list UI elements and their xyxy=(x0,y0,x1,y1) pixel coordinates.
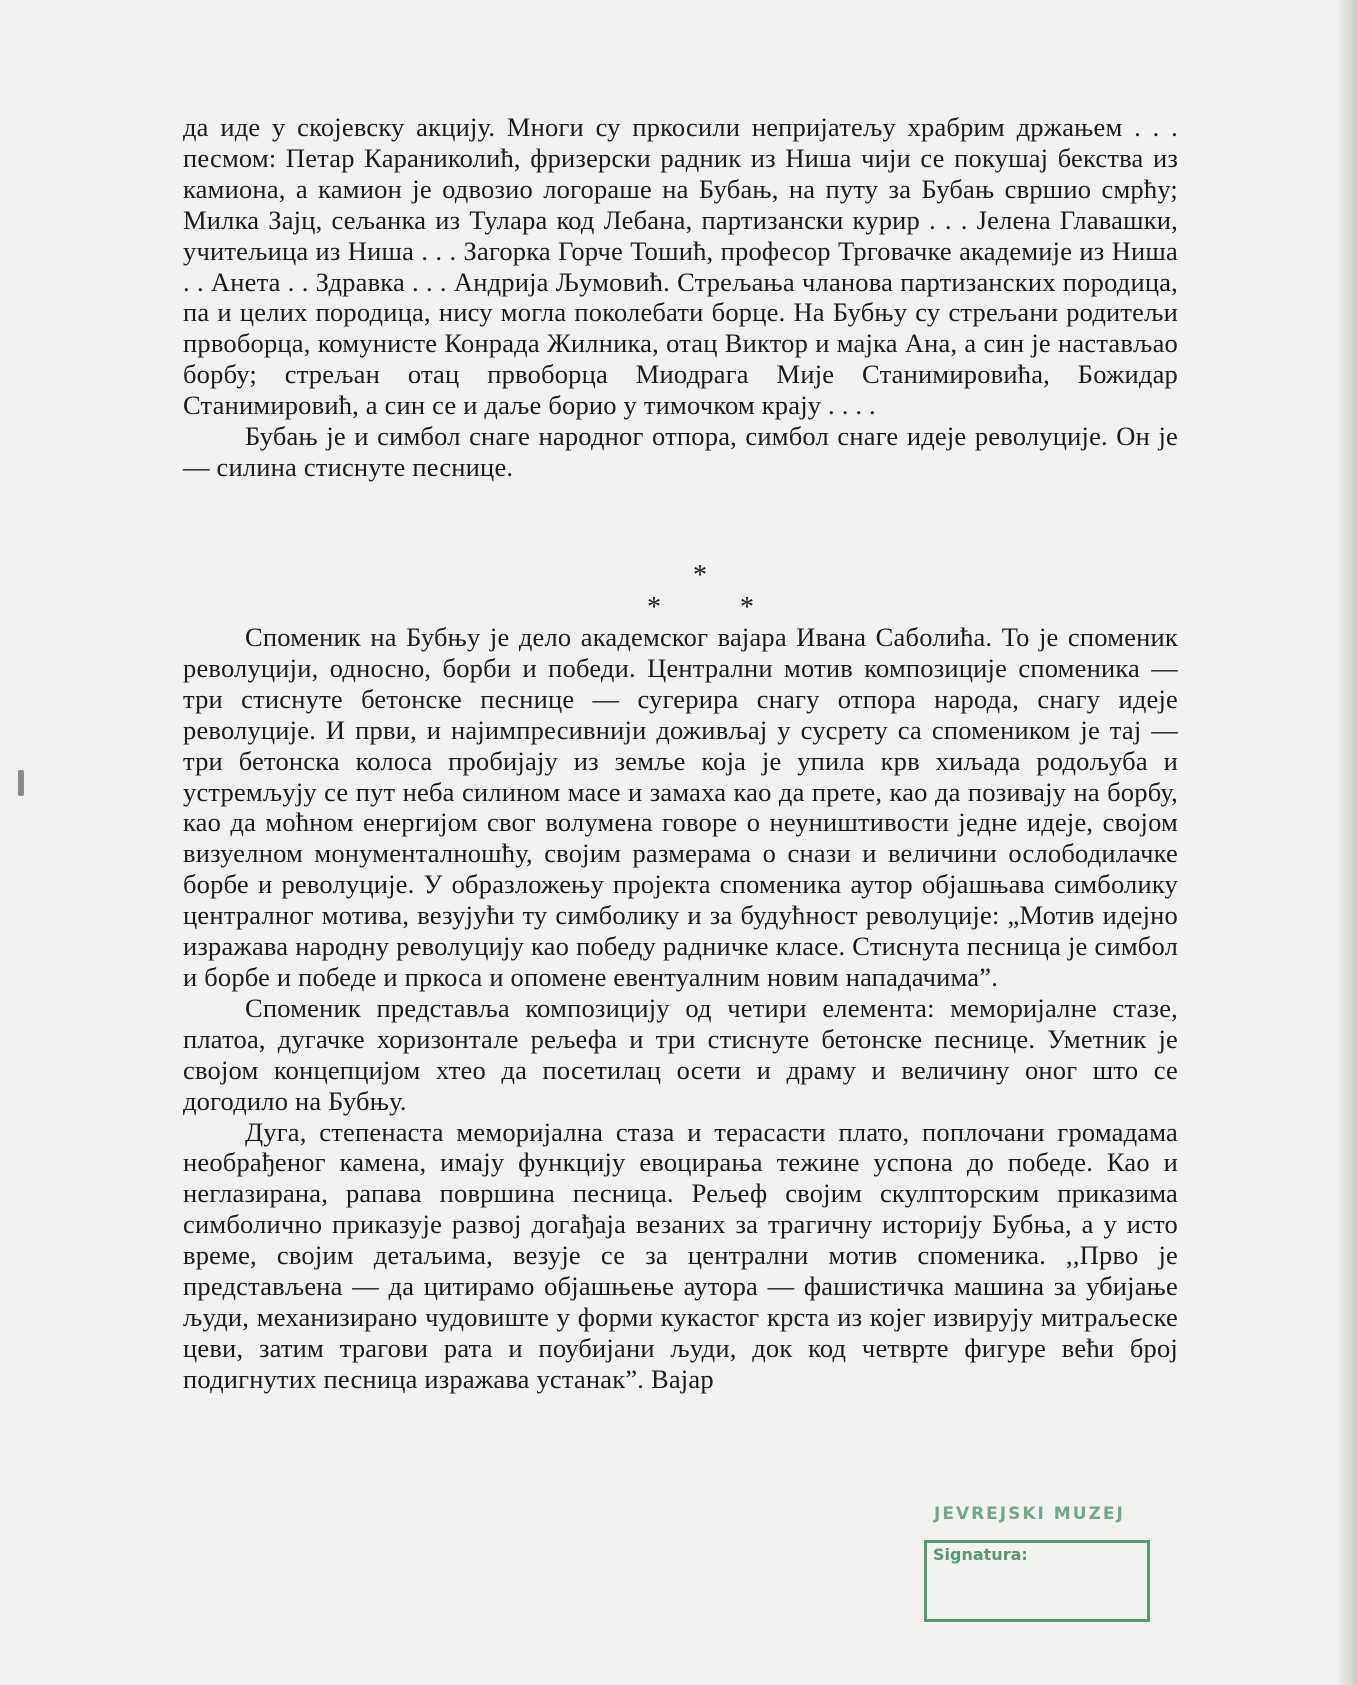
separator-star: * xyxy=(647,592,661,623)
stamp-title: JEVREJSKI MUZEJ xyxy=(934,1504,1125,1524)
stamp-signature-box xyxy=(924,1540,1150,1622)
section-separator xyxy=(630,560,754,623)
paragraph: Бубањ је и симбол снаге народног отпора, симбол снаге идеје револуције. Он је — силина стиснуте песнице. xyxy=(183,421,1178,482)
text-block-bottom xyxy=(183,622,1178,1395)
separator-star: * xyxy=(693,560,707,591)
paragraph: Споменик представља композицију од четири елемента: меморијалне стазе, платоа, дугачке хоризонтале рељефа и три стиснуте бетонске песнице. Уметник је својом концепцијом хтео да посетилац осети и драму и величину оног што се догодило на Бубњу. xyxy=(183,992,1178,1116)
paragraph: Дуга, степенаста меморијална стаза и терасасти плато, поплочани громадама необрађеног камена, имају функцију евоцирања тежине успона до победе. Као и неглазирана, рапава површина песница. Рељеф својим скулпторским приказима симболично приказује развој догађаја везаних за трагичну историју Бубња, а у исто време, својим детаљима, везује се за централни мотив споменика. ,,Прво је представљена — да цитирамо објашњење аутора — фашистичка машина за убијање људи, механизирано чудовиште у форми кукастог крста из којег извирују митраљеске цеви, затим трагови рата и поубијани људи, док код четврте фигуре већи број подигнутих песница изражава устанак”. Вајар xyxy=(183,1116,1178,1394)
separator-star: * xyxy=(740,592,754,623)
binding-mark xyxy=(18,770,24,796)
paragraph: да иде у скојевску акцију. Многи су пркосили непријатељу храбрим држањем . . . песмом: Петар Караниколић, фризерски радник из Ниша чији се покушај бекства из камиона, а камион је одвозио логораше на Бубањ, на путу за Бубањ свршио смрћу; Милка Зајц, сељанка из Тулара код Лебана, партизански курир . . . Јелена Главашки, учитељица из Ниша . . . Загорка Горче Тошић, професор Трговачке академије из Ниша . . Анета . . Здравка . . . Андрија Љумовић. Стрељања чланова партизанских породица, па и целих породица, нису могла поколебати борце. На Бубњу су стрељани родитељи првоборца, комунисте Конрада Жилника, отац Виктор и мајка Ана, а син је настављао борбу; стрељан отац првоборца Миодрага Мије Станимировића, Божидар Станимировић, а син се и даље борио у тимочком крају . . . . xyxy=(183,112,1178,421)
paragraph: Споменик на Бубњу је дело академског вајара Ивана Саболића. То је споменик револуцији, односно, борби и победи. Централни мотив композиције споменика — три стиснуте бетонске песнице — сугерира снагу отпора народа, снагу идеје револуције. И први, и најимпресивнији доживљај у сусрету са спомеником је тај — три бетонска колоса пробијају из земље која је упила крв хиљада родољуба и устремљују се пут неба силином масе и замаха као да прете, као да позивају на борбу, као да моћном енергијом свог волумена говоре о неуништивости једне идеје, својом визуелном монументалношћу, својим размерама о снази и величини ослободилачке борбе и револуције. У образложењу пројекта споменика аутор објашњава симболику централног мотива, везујући ту симболику и за будућност револуције: „Мотив идејно изражава народну револуцију као победу радничке класе. Стиснута песница је симбол и борбе и победе и пркоса и опомене евентуалним новим нападачима”. xyxy=(183,622,1178,992)
text-block-top xyxy=(183,112,1178,483)
stamp-label: Signatura: xyxy=(933,1545,1028,1564)
museum-stamp xyxy=(918,1500,1148,1625)
page-edge-shadow xyxy=(1339,0,1357,1685)
